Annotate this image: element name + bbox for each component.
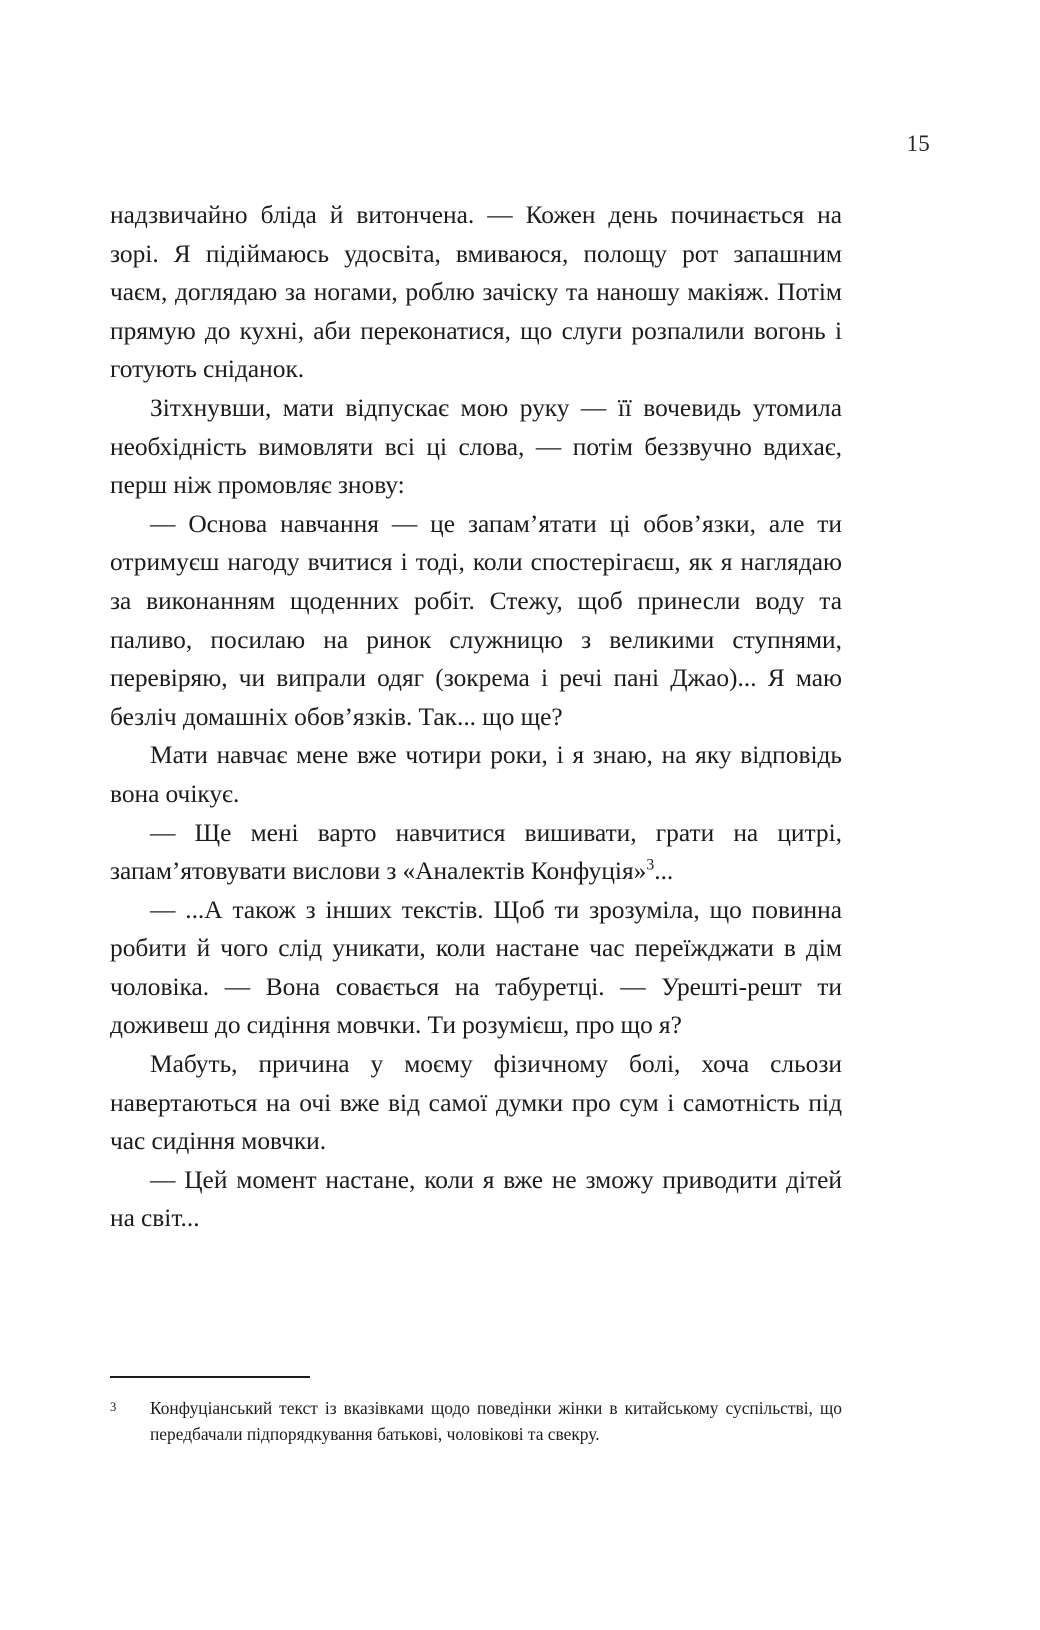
- footnote-reference[interactable]: 3: [646, 856, 655, 874]
- folio-row: [110, 128, 930, 158]
- paragraph: надзвичайно бліда й витончена. — Кожен день починається на зорі. Я підіймаюсь удосвіта, вмиваюся, полощу рот запашним чаєм, доглядаю за ногами, роблю зачіску та наношу макіяж. Потім прямую до кухні, аби переконатися, що слуги розпалили вогонь і готують сніданок.: [110, 201, 842, 384]
- paragraph: — Ще мені варто навчитися вишивати, грати на цитрі, запам’ятовувати вислови з «Аналектів Конфуція»$^3$...: [110, 818, 842, 886]
- paragraph: — Цей момент настане, коли я вже не зможу приводити дітей на світ...: [110, 1165, 842, 1233]
- paragraph: Мабуть, причина у моєму фізичному болі, хоча сльози навертаються на очі вже від самої думки про сум і самотність під час сидіння мовчки.: [110, 1050, 842, 1156]
- page-number: 15: [906, 130, 930, 156]
- footnote-marker: 3: [110, 1400, 117, 1414]
- body-text-block: [110, 196, 842, 1238]
- paragraph: — ...А також з інших текстів. Щоб ти зрозуміла, що повинна робити й чого слід уникати, коли настане час переїжджати в дім чоловіка. — Вона совається на табуретці. — Урешті-решт ти доживеш до сидіння мовчки. Ти розумієш, про що я?: [110, 895, 842, 1040]
- footnote-text: Конфуціанський текст із вказівками щодо поведінки жінки в китайському суспільстві, що передбачали підпорядкування батькові, чоловікові та свекру.: [150, 1398, 842, 1444]
- paragraph: — Основа навчання — це запам’ятати ці обов’язки, але ти отримуєш нагоду вчитися і тоді, коли спостерігаєш, як я наглядаю за виконанням щоденних робіт. Стежу, щоб принесли воду та паливо, посилаю на ринок служницю з великими ступнями, перевіряю, чи випрали одяг (зокрема і речі пані Джао)... Я маю безліч домашніх обов’язків. Так... що ще?: [110, 509, 842, 731]
- footnote-separator-rule: [110, 1376, 310, 1378]
- footnote-area: [110, 1376, 842, 1447]
- footnote-item: [110, 1396, 842, 1447]
- paragraph: Мати навчає мене вже чотири роки, і я знаю, на яку відповідь вона очікує.: [110, 741, 842, 808]
- paragraph: Зітхнувши, мати відпускає мою руку — її вочевидь утомила необхідність вимовляти всі ці слова, — потім беззвучно вдихає, перш ніж промовляє знову:: [110, 393, 842, 500]
